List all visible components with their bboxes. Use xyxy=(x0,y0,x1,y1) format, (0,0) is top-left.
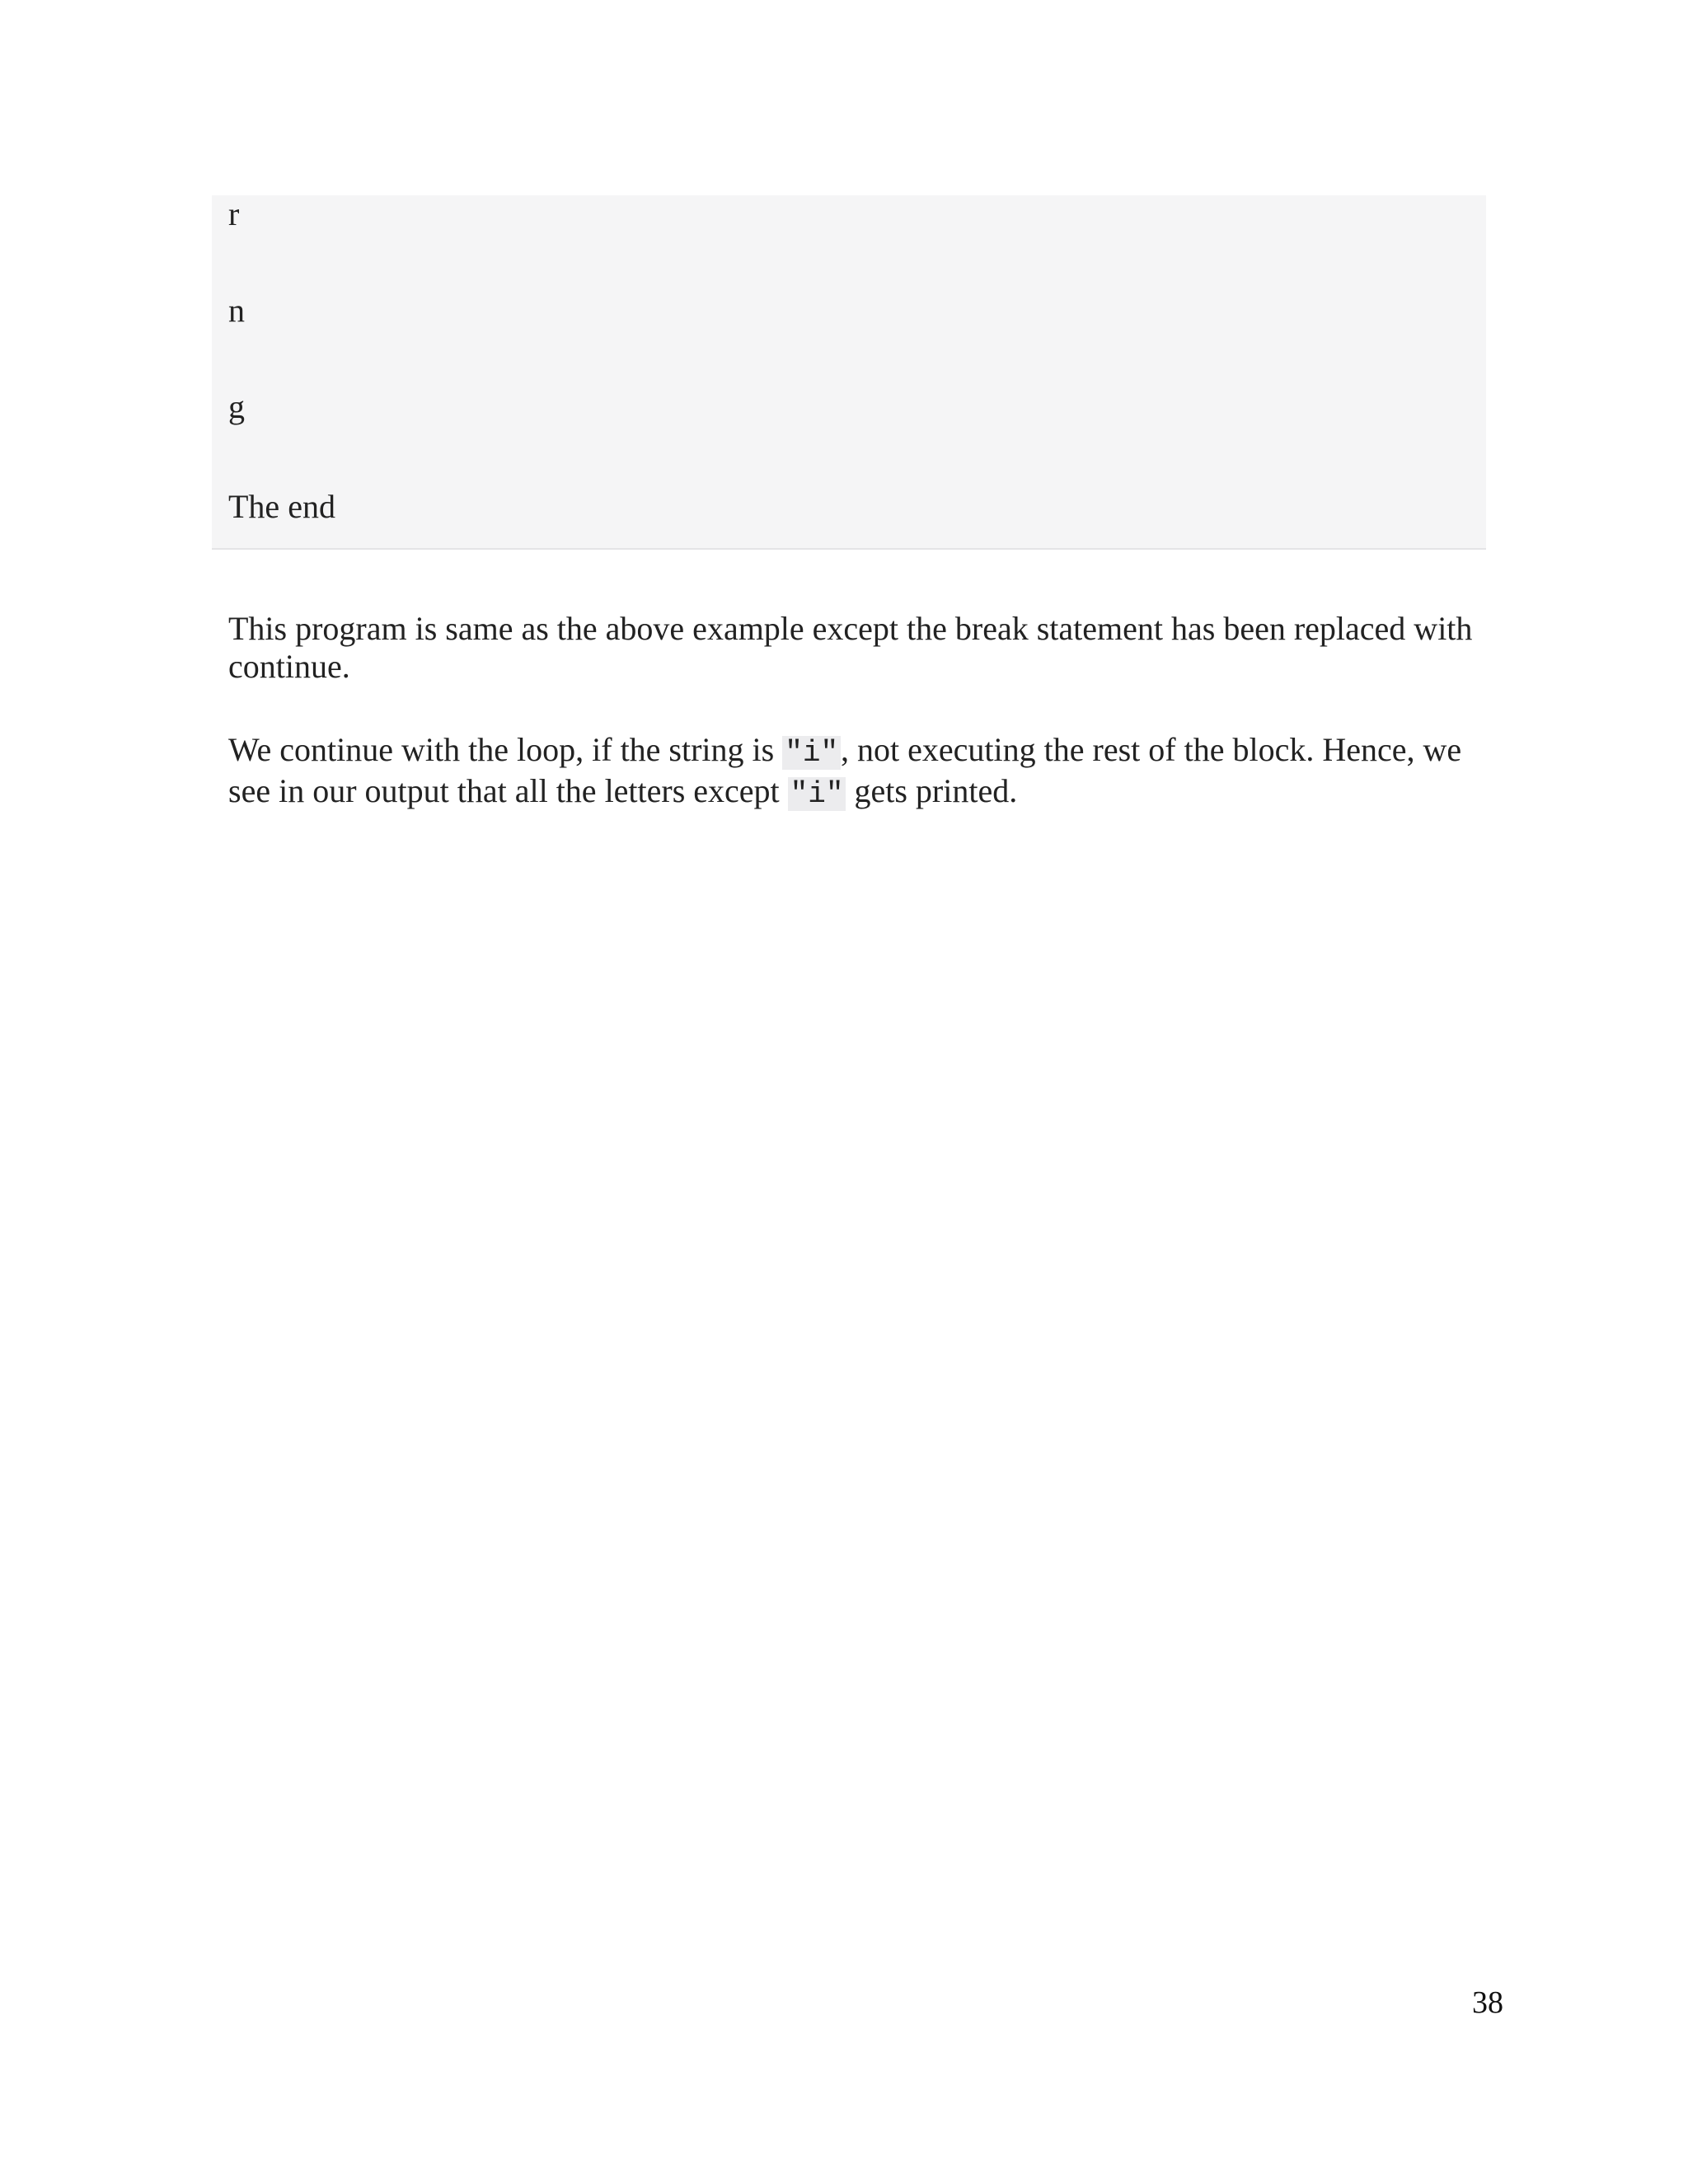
program-output-block xyxy=(212,195,1486,550)
output-line: The end xyxy=(228,488,335,525)
paragraph-text: , not executing the rest of the block. Hence, we see in our output that all the letters except xyxy=(228,731,1462,809)
output-line: n xyxy=(228,292,245,329)
page-number: 38 xyxy=(1472,1985,1503,2020)
explanation-paragraph xyxy=(228,731,1481,813)
explanation-paragraph xyxy=(228,610,1481,686)
inline-code: "i" xyxy=(782,736,841,770)
paragraph-text: gets printed. xyxy=(846,772,1018,809)
paragraph-text: This program is same as the above example except the break statement has been replaced with continue. xyxy=(228,610,1473,685)
inline-code: "i" xyxy=(788,777,846,811)
paragraph-text: We continue with the loop, if the string is xyxy=(228,731,783,768)
output-line: r xyxy=(228,195,240,232)
output-line: g xyxy=(228,388,245,425)
